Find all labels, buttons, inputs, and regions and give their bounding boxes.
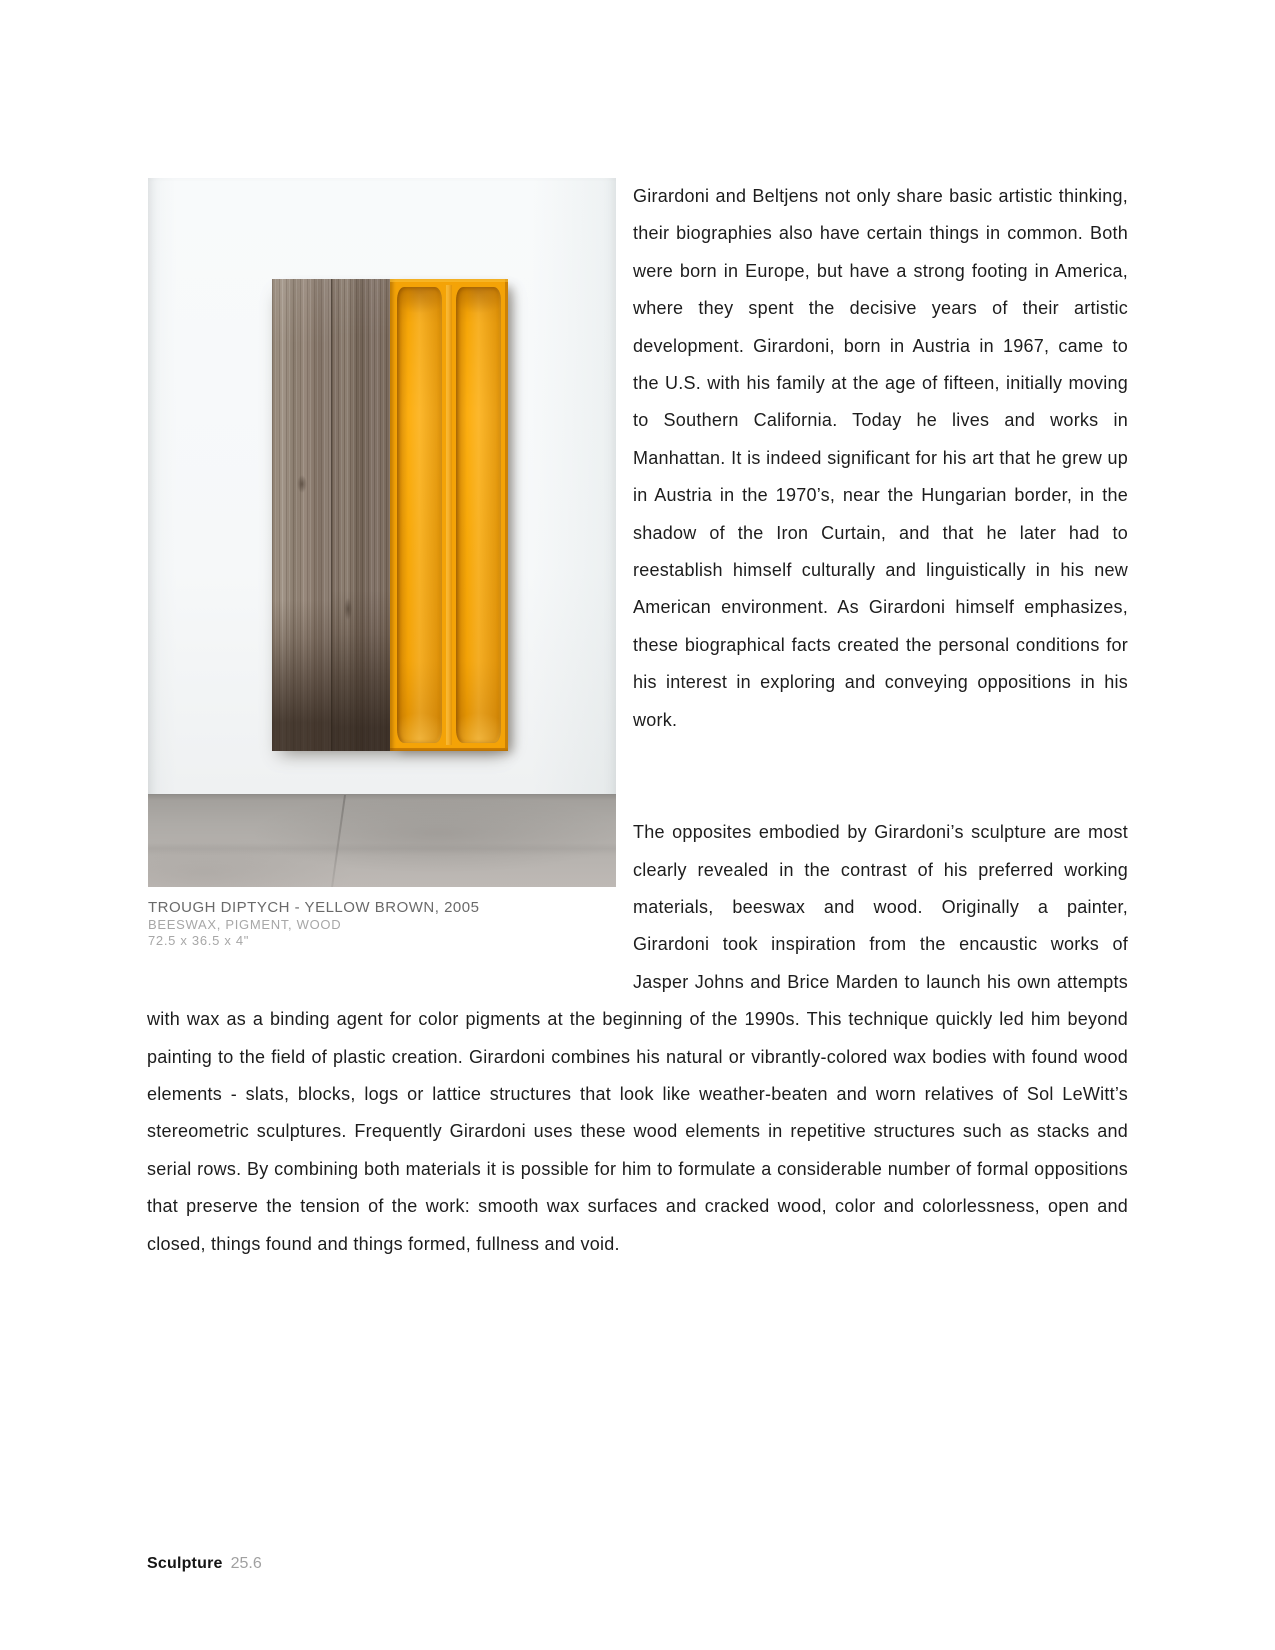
footer-journal-name: Sculpture xyxy=(147,1555,223,1572)
wax-center-ridge xyxy=(446,285,452,745)
figure-caption xyxy=(148,898,616,949)
sculpture-trough-diptych xyxy=(272,279,508,751)
gallery-floor xyxy=(148,794,616,887)
wax-trough-right xyxy=(456,287,501,743)
figure xyxy=(148,178,616,949)
artwork-photo xyxy=(148,178,616,887)
caption-dimensions: 72.5 x 36.5 x 4" xyxy=(148,933,250,948)
wax-panel xyxy=(390,279,508,751)
floor-seam xyxy=(331,795,346,887)
caption-title: TROUGH DIPTYCH - YELLOW BROWN, 2005 xyxy=(148,899,480,916)
wood-panel xyxy=(272,279,390,751)
wood-plank-right xyxy=(331,279,390,751)
paragraph-biography: Girardoni and Beltjens not only share basic artistic thinking, their biographies also have certain things in common. Both were born in Europe, but have a strong footing in America, where they spent the decisive years of their artistic development. Girardoni, born in Austria in 1967, came to the U.S. with his family at the age of fifteen, initially moving to Southern California. Today he lives and works in Manhattan. It is indeed significant for his art that he grew up in Austria in the 1970’s, near the Hungarian border, in the shadow of the Iron Curtain, and that he later had to reestablish himself culturally and linguistically in his new American environment. As Girardoni himself emphasizes, these biographical facts created the personal conditions for his interest in exploring and conveying oppositions in his work. xyxy=(633,186,1128,730)
page-content xyxy=(147,178,1128,1263)
caption-materials: BEESWAX, PIGMENT, WOOD xyxy=(148,917,342,932)
page-footer xyxy=(147,1554,262,1574)
paragraph-materials: The opposites embodied by Girardoni’s sculpture are most clearly revealed in the contrast of his preferred working materials, beeswax and wood. Originally a painter, Girardoni took inspiration from the encaustic works of Jasper Johns and Brice Marden to launch his own attempts with wax as a binding agent for color pigments at the beginning of the 1990s. This technique quickly led him beyond painting to the field of plastic creation. Girardoni combines his natural or vibrantly-colored wax bodies with found wood elements - slats, blocks, logs or lattice structures that look like weather-beaten and worn relatives of Sol LeWitt’s stereometric sculptures. Frequently Girardoni uses these wood elements in repetitive structures such as stacks and serial rows. By combining both materials it is possible for him to formulate a considerable number of formal oppositions that preserve the tension of the work: smooth wax surfaces and cracked wood, color and colorlessness, open and closed, things found and things formed, fullness and void. xyxy=(147,822,1128,1254)
footer-issue-number: 25.6 xyxy=(230,1555,262,1572)
wood-plank-left xyxy=(272,279,331,751)
wax-trough-left xyxy=(397,287,442,743)
